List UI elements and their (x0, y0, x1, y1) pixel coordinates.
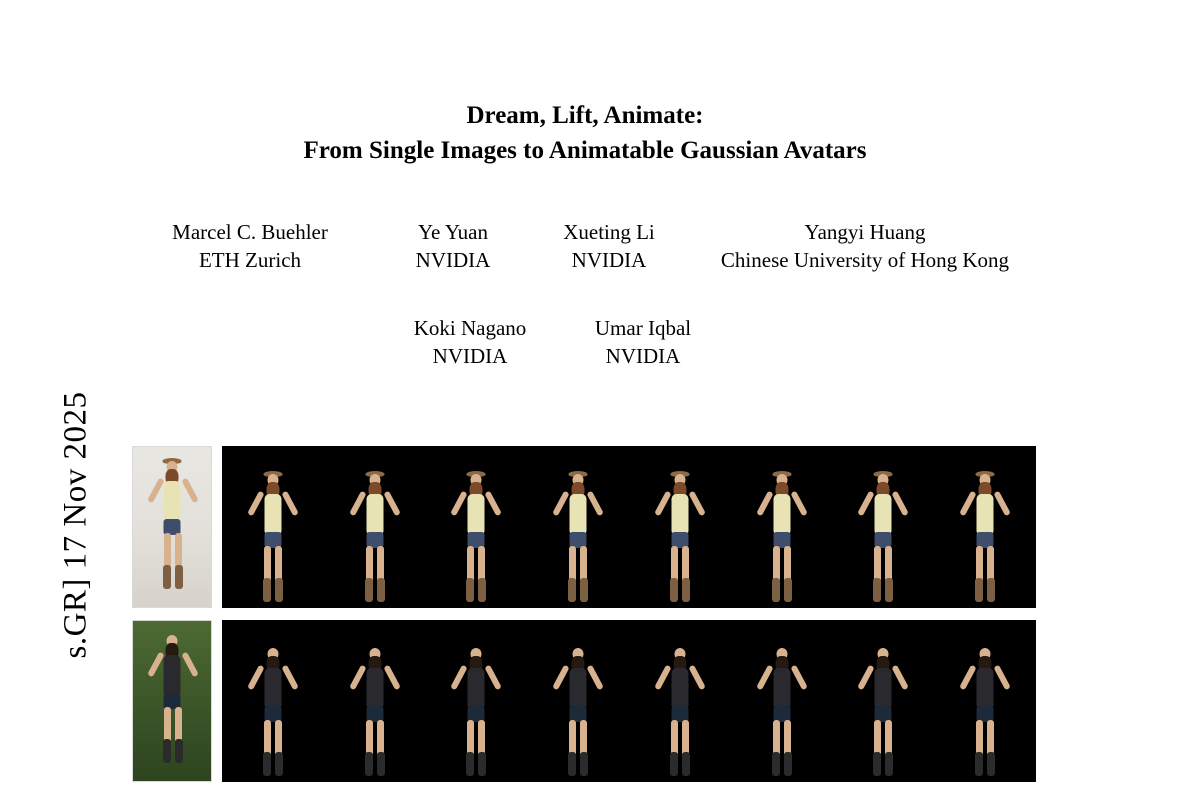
left-arm-shape (451, 491, 469, 517)
left-boot-shape (365, 752, 373, 776)
right-boot-shape (377, 578, 385, 602)
left-leg-shape (773, 546, 780, 582)
torso-shape (264, 494, 281, 534)
left-boot-shape (975, 578, 983, 602)
animation-frame-strip (222, 446, 1036, 608)
right-boot-shape (175, 739, 183, 763)
animation-frame (426, 620, 528, 782)
torso-shape (977, 668, 994, 708)
left-arm-shape (247, 491, 265, 517)
left-leg-shape (467, 546, 474, 582)
torso-shape (164, 481, 181, 521)
animation-frame (527, 446, 629, 608)
right-arm-shape (790, 491, 808, 517)
right-boot-shape (377, 752, 385, 776)
title-line-2: From Single Images to Animatable Gaussian Avatars (303, 137, 867, 164)
right-leg-shape (275, 720, 282, 756)
author-name: Xueting Li (563, 220, 655, 244)
right-boot-shape (885, 752, 893, 776)
arxiv-vertical-stamp: s.GR] 17 Nov 2025 (57, 391, 94, 659)
right-leg-shape (885, 720, 892, 756)
right-boot-shape (885, 578, 893, 602)
thumbnail-background (133, 447, 211, 607)
left-leg-shape (976, 546, 983, 582)
animation-frame (324, 620, 426, 782)
left-arm-shape (756, 665, 774, 691)
author-name: Yangyi Huang (804, 220, 926, 244)
torso-shape (570, 668, 587, 708)
left-leg-shape (976, 720, 983, 756)
author-name: Marcel C. Buehler (172, 220, 328, 244)
right-boot-shape (580, 752, 588, 776)
author-affiliation: NVIDIA (432, 344, 508, 368)
left-arm-shape (552, 491, 570, 517)
animation-frame (222, 446, 324, 608)
right-leg-shape (784, 720, 791, 756)
avatar-figure (968, 648, 1002, 778)
right-arm-shape (485, 665, 503, 691)
left-boot-shape (163, 739, 171, 763)
right-arm-shape (993, 665, 1011, 691)
left-boot-shape (466, 578, 474, 602)
right-arm-shape (892, 665, 910, 691)
animation-frame (629, 620, 731, 782)
right-arm-shape (892, 491, 910, 517)
torso-shape (671, 494, 688, 534)
left-leg-shape (264, 546, 271, 582)
left-leg-shape (569, 720, 576, 756)
left-arm-shape (756, 491, 774, 517)
animation-frame (731, 446, 833, 608)
right-arm-shape (586, 665, 604, 691)
animation-frame (324, 446, 426, 608)
author-list-row-1 (130, 218, 1040, 280)
right-leg-shape (885, 546, 892, 582)
avatar-figure (156, 635, 188, 775)
author-list-row-2 (130, 314, 1040, 376)
right-arm-shape (688, 665, 706, 691)
left-arm-shape (349, 491, 367, 517)
left-boot-shape (873, 578, 881, 602)
right-leg-shape (478, 720, 485, 756)
right-boot-shape (784, 578, 792, 602)
right-leg-shape (175, 707, 182, 743)
author-affiliation: NVIDIA (571, 248, 647, 272)
animation-frame (934, 446, 1036, 608)
left-arm-shape (959, 665, 977, 691)
left-arm-shape (858, 665, 876, 691)
teaser-row (132, 620, 1038, 782)
left-boot-shape (670, 578, 678, 602)
author-affiliation: Chinese University of Hong Kong (720, 248, 1010, 272)
paper-column (130, 0, 1040, 648)
left-arm-shape (552, 665, 570, 691)
right-leg-shape (682, 720, 689, 756)
torso-shape (468, 668, 485, 708)
right-boot-shape (580, 578, 588, 602)
torso-shape (875, 668, 892, 708)
animation-frame (426, 446, 528, 608)
author-affiliation: NVIDIA (605, 344, 681, 368)
avatar-figure (663, 474, 697, 604)
author-affiliation: ETH Zurich (198, 248, 302, 272)
right-leg-shape (987, 546, 994, 582)
right-arm-shape (281, 665, 299, 691)
left-arm-shape (147, 652, 165, 678)
avatar-figure (561, 474, 595, 604)
author-entry (690, 218, 1040, 274)
left-leg-shape (164, 533, 171, 569)
left-boot-shape (163, 565, 171, 589)
left-boot-shape (466, 752, 474, 776)
author-entry (568, 314, 718, 370)
avatar-figure (358, 474, 392, 604)
thumbnail-background (133, 621, 211, 781)
left-boot-shape (670, 752, 678, 776)
torso-shape (773, 494, 790, 534)
left-arm-shape (349, 665, 367, 691)
right-leg-shape (377, 546, 384, 582)
author-name: Umar Iqbal (594, 316, 692, 340)
right-leg-shape (784, 546, 791, 582)
left-arm-shape (858, 491, 876, 517)
input-image-thumbnail (132, 446, 212, 608)
left-boot-shape (772, 578, 780, 602)
avatar-figure (561, 648, 595, 778)
right-boot-shape (275, 578, 283, 602)
torso-shape (977, 494, 994, 534)
left-leg-shape (671, 546, 678, 582)
right-arm-shape (383, 665, 401, 691)
left-leg-shape (874, 546, 881, 582)
right-arm-shape (993, 491, 1011, 517)
left-leg-shape (164, 707, 171, 743)
avatar-figure (765, 474, 799, 604)
author-entry (130, 218, 370, 274)
right-boot-shape (478, 578, 486, 602)
left-boot-shape (873, 752, 881, 776)
left-leg-shape (874, 720, 881, 756)
animation-frame (833, 620, 935, 782)
input-image-thumbnail (132, 620, 212, 782)
left-boot-shape (365, 578, 373, 602)
avatar-figure (459, 648, 493, 778)
right-leg-shape (478, 546, 485, 582)
animation-frame (527, 620, 629, 782)
avatar-figure (968, 474, 1002, 604)
teaser-row (132, 446, 1038, 608)
animation-frame (222, 620, 324, 782)
right-leg-shape (175, 533, 182, 569)
left-boot-shape (568, 752, 576, 776)
torso-shape (366, 494, 383, 534)
left-boot-shape (263, 578, 271, 602)
right-leg-shape (275, 546, 282, 582)
avatar-figure (256, 648, 290, 778)
avatar-figure (256, 474, 290, 604)
author-affiliation: NVIDIA (415, 248, 491, 272)
right-arm-shape (485, 491, 503, 517)
animation-frame (629, 446, 731, 608)
left-leg-shape (569, 546, 576, 582)
right-boot-shape (784, 752, 792, 776)
left-arm-shape (959, 491, 977, 517)
right-arm-shape (586, 491, 604, 517)
left-boot-shape (263, 752, 271, 776)
animation-frame (934, 620, 1036, 782)
avatar-figure (663, 648, 697, 778)
animation-frame (731, 620, 833, 782)
torso-shape (264, 668, 281, 708)
torso-shape (468, 494, 485, 534)
right-leg-shape (987, 720, 994, 756)
left-leg-shape (671, 720, 678, 756)
avatar-figure (866, 474, 900, 604)
title-line-1: Dream, Lift, Animate: (466, 102, 704, 129)
torso-shape (671, 668, 688, 708)
right-arm-shape (181, 478, 199, 504)
left-boot-shape (975, 752, 983, 776)
right-arm-shape (790, 665, 808, 691)
left-arm-shape (654, 491, 672, 517)
left-arm-shape (451, 665, 469, 691)
right-boot-shape (478, 752, 486, 776)
left-arm-shape (247, 665, 265, 691)
animation-frame (833, 446, 935, 608)
author-entry (378, 218, 528, 274)
right-boot-shape (987, 578, 995, 602)
left-arm-shape (654, 665, 672, 691)
animation-frame-strip (222, 620, 1036, 782)
author-name: Koki Nagano (413, 316, 527, 340)
teaser-figure (132, 446, 1038, 794)
right-leg-shape (580, 546, 587, 582)
left-leg-shape (467, 720, 474, 756)
author-name: Ye Yuan (417, 220, 488, 244)
right-arm-shape (281, 491, 299, 517)
right-arm-shape (688, 491, 706, 517)
torso-shape (773, 668, 790, 708)
right-leg-shape (682, 546, 689, 582)
left-leg-shape (366, 546, 373, 582)
right-arm-shape (383, 491, 401, 517)
torso-shape (164, 655, 181, 695)
right-arm-shape (181, 652, 199, 678)
left-boot-shape (568, 578, 576, 602)
avatar-figure (156, 461, 188, 601)
torso-shape (366, 668, 383, 708)
torso-shape (875, 494, 892, 534)
avatar-figure (459, 474, 493, 604)
left-leg-shape (264, 720, 271, 756)
left-arm-shape (147, 478, 165, 504)
right-leg-shape (377, 720, 384, 756)
right-boot-shape (682, 578, 690, 602)
right-boot-shape (275, 752, 283, 776)
author-entry (395, 314, 545, 370)
avatar-figure (866, 648, 900, 778)
right-boot-shape (682, 752, 690, 776)
left-leg-shape (773, 720, 780, 756)
right-boot-shape (987, 752, 995, 776)
left-leg-shape (366, 720, 373, 756)
right-leg-shape (580, 720, 587, 756)
page-title (130, 98, 1040, 168)
left-boot-shape (772, 752, 780, 776)
avatar-figure (765, 648, 799, 778)
right-boot-shape (175, 565, 183, 589)
avatar-figure (358, 648, 392, 778)
torso-shape (570, 494, 587, 534)
author-entry (528, 218, 690, 274)
